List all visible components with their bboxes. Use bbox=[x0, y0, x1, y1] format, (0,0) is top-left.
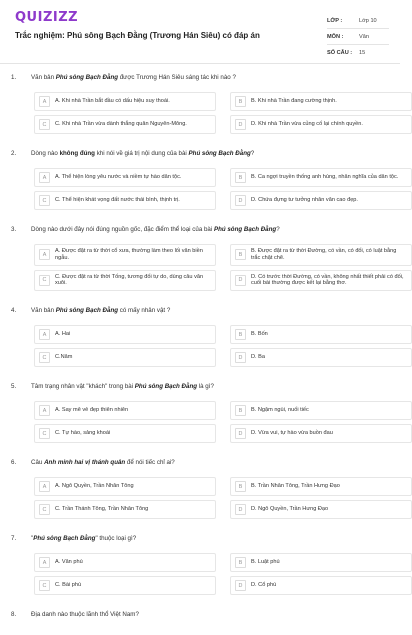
question-7 bbox=[0, 535, 400, 595]
option-text: D. Vừa vui, tự hào vừa buồn đau bbox=[251, 430, 333, 437]
question-4 bbox=[0, 307, 400, 367]
option-text: B. Được đặt ra từ thời Đường, có vần, có đối, có luật bằng trắc chặt chẽ. bbox=[251, 248, 397, 261]
option-letter-box: C bbox=[39, 428, 50, 439]
option-text: A. Khi nhà Trần bắt đầu có dấu hiệu suy thoái. bbox=[55, 98, 170, 105]
question-header bbox=[0, 226, 400, 234]
question-3 bbox=[0, 226, 404, 291]
quizizz-logo: QUIZIZZ bbox=[15, 10, 79, 25]
option-letter-box: B bbox=[235, 96, 246, 107]
option-letter-box: D bbox=[235, 504, 246, 515]
question-header bbox=[0, 307, 400, 315]
question-text: "Phú sông Bạch Đằng" thuộc loại gì? bbox=[31, 535, 137, 543]
option-text: D. Ba bbox=[251, 354, 265, 361]
answer-option-b[interactable] bbox=[230, 92, 412, 111]
answer-option-b[interactable] bbox=[230, 477, 412, 496]
option-letter-box: B bbox=[235, 481, 246, 492]
option-letter-box: A bbox=[39, 557, 50, 568]
meta-value: Lớp 10 bbox=[359, 17, 377, 24]
answer-option-c[interactable] bbox=[34, 115, 216, 134]
option-letter-box: C bbox=[39, 195, 50, 206]
option-text: C.Năm bbox=[55, 354, 73, 361]
option-text: A. Say mê vẻ đẹp thiên nhiên bbox=[55, 407, 129, 414]
answer-option-d[interactable] bbox=[230, 115, 412, 134]
option-text: A. Được đặt ra từ thời cổ xưa, thường làm theo lối văn biền ngẫu. bbox=[55, 248, 203, 261]
option-text: C. Tự hào, sảng khoái bbox=[55, 430, 111, 437]
option-text: D. Chứa đựng tư tưởng nhân văn cao đẹp. bbox=[251, 197, 358, 204]
option-letter-box: C bbox=[39, 580, 50, 591]
answer-options bbox=[0, 553, 400, 595]
answer-option-b[interactable] bbox=[230, 244, 412, 266]
meta-label: MÔN : bbox=[327, 33, 344, 40]
answer-option-a[interactable] bbox=[34, 244, 216, 266]
question-number: 7. bbox=[11, 535, 17, 543]
option-text: B. Luật phú bbox=[251, 559, 280, 566]
question-text: Địa danh nào thuộc lãnh thổ Việt Nam? bbox=[31, 611, 139, 619]
meta-table bbox=[327, 13, 389, 61]
answer-option-c[interactable] bbox=[34, 500, 216, 519]
question-6 bbox=[0, 459, 400, 519]
answer-options bbox=[0, 325, 400, 367]
question-header bbox=[0, 150, 400, 158]
question-number: 8. bbox=[11, 611, 17, 619]
answer-options bbox=[0, 92, 400, 134]
meta-row-count bbox=[327, 45, 389, 61]
answer-option-a[interactable] bbox=[34, 477, 216, 496]
option-text: D. Có trước thời Đường, có vần, không nhất thiết phải có đối, cuối bài thường được kết lại bằng thơ. bbox=[251, 273, 404, 287]
question-number: 1. bbox=[11, 74, 17, 81]
answer-option-a[interactable] bbox=[34, 168, 216, 187]
option-text: A. Ngô Quyền, Trần Nhân Tông bbox=[55, 483, 134, 490]
answer-option-d[interactable] bbox=[230, 270, 412, 292]
option-text: B. Ca ngợi truyền thống anh hùng, nhân nghĩa của dân tộc. bbox=[251, 174, 399, 181]
answer-option-c[interactable] bbox=[34, 270, 216, 292]
answer-option-d[interactable] bbox=[230, 348, 412, 367]
answer-options bbox=[0, 477, 400, 519]
answer-option-d[interactable] bbox=[230, 191, 412, 210]
question-text: Văn bản Phú sông Bạch Đằng có mấy nhân vật ? bbox=[31, 307, 171, 315]
option-text: C. Trần Thánh Tông, Trần Nhân Tông bbox=[55, 506, 149, 513]
meta-value: Văn bbox=[359, 33, 369, 40]
option-letter-box: D bbox=[235, 195, 246, 206]
question-text: Câu Anh minh hai vị thánh quân để nói tiếc chỉ ai? bbox=[31, 459, 175, 467]
option-text: D. Ngô Quyền, Trần Hưng Đạo bbox=[251, 506, 329, 513]
option-letter-box: D bbox=[235, 428, 246, 439]
option-text: A. Thể hiện lòng yêu nước và niềm tự hào dân tộc. bbox=[55, 174, 182, 181]
option-letter-box: B bbox=[235, 329, 246, 340]
answer-option-d[interactable] bbox=[230, 424, 412, 443]
option-text: B. Bốn bbox=[251, 331, 268, 338]
page-title: Trắc nghiệm: Phú sông Bạch Đằng (Trương Hán Siêu) có đáp án bbox=[15, 31, 260, 40]
option-text: D. Khi nhà Trần vừa củng cố lại chính quyền. bbox=[251, 121, 363, 128]
option-text: D. Cổ phú bbox=[251, 582, 277, 589]
question-number: 4. bbox=[11, 307, 17, 315]
option-letter-box: B bbox=[235, 249, 246, 260]
question-header bbox=[0, 535, 400, 543]
option-letter-box: B bbox=[235, 405, 246, 416]
question-text: Dòng nào không đúng khi nói về giá trị nội dung của bài Phú sông Bạch Đằng? bbox=[31, 150, 255, 157]
question-text: Dòng nào dưới đây nói đúng nguồn gốc, đặc điểm thể loại của bài Phú sông Bạch Đằng? bbox=[31, 226, 280, 233]
question-number: 2. bbox=[11, 150, 17, 157]
answer-options bbox=[0, 168, 400, 210]
option-letter-box: C bbox=[39, 275, 50, 286]
option-text: B. Ngậm ngùi, nuối tiếc bbox=[251, 407, 309, 414]
answer-option-a[interactable] bbox=[34, 92, 216, 111]
option-text: C. Khi nhà Trần vừa dành thắng quân Nguyên-Mông. bbox=[55, 121, 187, 128]
option-letter-box: D bbox=[235, 352, 246, 363]
meta-label: SỐ CÂU : bbox=[327, 50, 353, 56]
answer-option-a[interactable] bbox=[34, 325, 216, 344]
question-header bbox=[0, 74, 400, 82]
answer-option-b[interactable] bbox=[230, 401, 412, 420]
option-letter-box: D bbox=[235, 275, 246, 286]
document-header bbox=[0, 0, 400, 64]
answer-option-c[interactable] bbox=[34, 348, 216, 367]
option-letter-box: D bbox=[235, 119, 246, 130]
meta-row-subject bbox=[327, 29, 389, 45]
question-text: Tâm trạng nhân vật "khách" trong bài Phú sông Bạch Đằng là gì? bbox=[31, 383, 214, 391]
question-number: 3. bbox=[11, 226, 17, 233]
option-letter-box: C bbox=[39, 352, 50, 363]
question-list bbox=[0, 74, 404, 635]
option-letter-box: B bbox=[235, 172, 246, 183]
answer-option-b[interactable] bbox=[230, 553, 412, 572]
answer-option-a[interactable] bbox=[34, 553, 216, 572]
option-text: C. Được đặt ra từ thời Tống, tương đối tự do, dùng câu văn xuôi. bbox=[55, 273, 204, 287]
answer-option-c[interactable] bbox=[34, 191, 216, 210]
option-text: A. Văn phú bbox=[55, 559, 83, 566]
question-8 bbox=[0, 611, 400, 619]
option-letter-box: A bbox=[39, 329, 50, 340]
meta-label: LỚP : bbox=[327, 17, 343, 24]
answer-options bbox=[0, 401, 400, 443]
answer-option-b[interactable] bbox=[230, 325, 412, 344]
answer-option-d[interactable] bbox=[230, 500, 412, 519]
option-text: B. Trần Nhân Tông, Trần Hưng Đạo bbox=[251, 483, 340, 490]
meta-value: 15 bbox=[359, 50, 366, 56]
question-header bbox=[0, 383, 400, 391]
question-5 bbox=[0, 383, 400, 443]
answer-option-c[interactable] bbox=[34, 424, 216, 443]
option-letter-box: A bbox=[39, 481, 50, 492]
answer-option-d[interactable] bbox=[230, 576, 412, 595]
option-letter-box: A bbox=[39, 96, 50, 107]
answer-option-a[interactable] bbox=[34, 401, 216, 420]
answer-option-b[interactable] bbox=[230, 168, 412, 187]
option-letter-box: A bbox=[39, 405, 50, 416]
question-number: 6. bbox=[11, 459, 17, 467]
question-1 bbox=[0, 74, 400, 134]
answer-options bbox=[0, 244, 404, 291]
answer-option-c[interactable] bbox=[34, 576, 216, 595]
option-text: A. Hai bbox=[55, 331, 71, 338]
option-text: C. Thể hiện khát vọng đất nước thái bình, thịnh trị. bbox=[55, 197, 180, 204]
question-2 bbox=[0, 150, 400, 210]
option-letter-box: C bbox=[39, 119, 50, 130]
question-number: 5. bbox=[11, 383, 17, 391]
question-text: Văn bản Phú sông Bạch Đằng được Trương Hán Siêu sáng tác khi nào ? bbox=[31, 74, 236, 81]
option-letter-box: A bbox=[39, 249, 50, 260]
question-header bbox=[0, 611, 400, 619]
option-text: B. Khi nhà Trần đang cường thịnh. bbox=[251, 98, 337, 105]
question-header bbox=[0, 459, 400, 467]
option-letter-box: D bbox=[235, 580, 246, 591]
option-letter-box: A bbox=[39, 172, 50, 183]
meta-row-class bbox=[327, 13, 389, 29]
option-text: C. Bài phú bbox=[55, 582, 82, 589]
option-letter-box: B bbox=[235, 557, 246, 568]
option-letter-box: C bbox=[39, 504, 50, 515]
